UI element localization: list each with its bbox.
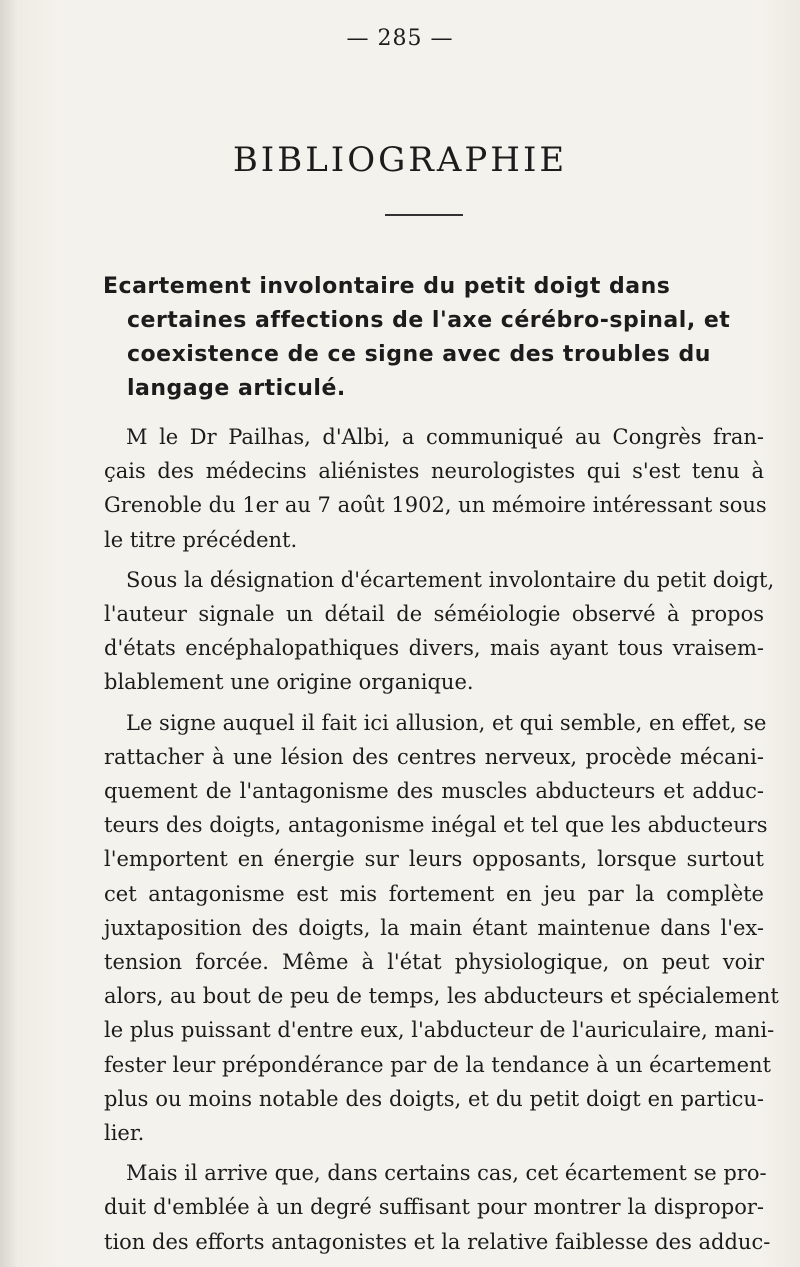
text-line: alors, au bout de peu de temps, les abducteurs et spécialement: [104, 984, 779, 1009]
paragraph: [104, 1156, 771, 1259]
text-line: le plus puissant d'entre eux, l'abducteur de l'auriculaire, mani-: [104, 1018, 775, 1043]
text-line: tion des efforts antagonistes et la relative faiblesse des adduc-: [104, 1229, 771, 1254]
text-line: Grenoble du 1er au 7 août 1902, un mémoire intéressant sous: [104, 493, 767, 518]
text-line: M le Dr Pailhas, d'Albi, a communiqué au Congrès fran-: [126, 425, 764, 449]
article-heading: [103, 270, 763, 406]
text-line: l'emportent en énergie sur leurs opposants, lorsque surtout: [104, 847, 764, 872]
text-line: plus ou moins notable des doigts, et du petit doigt en particu-: [104, 1086, 764, 1111]
text-line: fester leur prépondérance par de la tendance à un écartement: [104, 1052, 771, 1077]
text-line: Sous la désignation d'écartement involontaire du petit doigt,: [126, 567, 775, 592]
paragraph: [104, 563, 775, 700]
paragraph: [104, 420, 767, 557]
page-number: — 285 —: [346, 26, 454, 51]
text-line: l'auteur signale un détail de séméiologie observé à propos: [104, 602, 764, 627]
text-line: Le signe auquel il fait ici allusion, et qui semble, en effet, se: [126, 710, 767, 735]
text-line: Mais il arrive que, dans certains cas, cet écartement se pro-: [126, 1161, 767, 1186]
heading-line: certaines affections de l'axe cérébro-spinal, et: [127, 308, 731, 333]
text-line: rattacher à une lésion des centres nerveux, procède mécani-: [104, 744, 764, 769]
heading-line: Ecartement involontaire du petit doigt dans: [103, 274, 671, 299]
text-line: d'états encéphalopathiques divers, mais ayant tous vraisem-: [104, 636, 764, 661]
text-line: teurs des doigts, antagonisme inégal et tel que les abducteurs: [104, 813, 768, 838]
heading-line: coexistence de ce signe avec des troubles du: [127, 342, 711, 367]
title-rule: [385, 214, 463, 216]
text-line: cet antagonisme est mis fortement en jeu par la complète: [104, 881, 764, 906]
text-line: duit d'emblée à un degré suffisant pour montrer la dispropor-: [104, 1195, 764, 1220]
paragraph: [104, 706, 779, 1151]
text-line: juxtaposition des doigts, la main étant maintenue dans l'ex-: [104, 915, 764, 940]
article-body: [104, 420, 779, 1265]
text-line: le titre précédent.: [104, 527, 298, 552]
text-line: tension forcée. Même à l'état physiologique, on peut voir: [104, 950, 764, 975]
text-line: quement de l'antagonisme des muscles abducteurs et adduc-: [104, 779, 764, 804]
text-line: blablement une origine organique.: [104, 670, 474, 695]
text-line: lier.: [104, 1121, 145, 1146]
text-line: çais des médecins aliénistes neurologistes qui s'est tenu à: [104, 459, 764, 484]
section-title: BIBLIOGRAPHIE: [232, 140, 568, 180]
heading-line: langage articulé.: [127, 376, 346, 401]
